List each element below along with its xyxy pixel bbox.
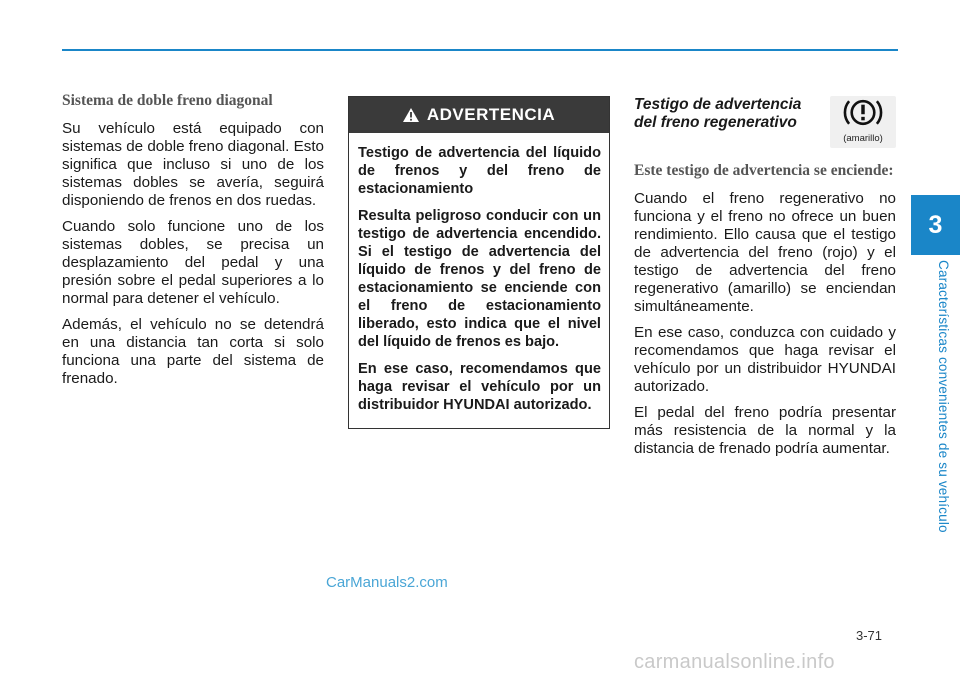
page-number: 3-71 [856,628,883,643]
indicator-icon-box [830,96,896,148]
indicator-title: Testigo de advertencia del freno regenerativo [634,96,802,131]
warning-header-label: ADVERTENCIA [426,105,556,124]
warning-triangle-icon [403,108,419,122]
chapter-title: Características convenientes de su vehículo [936,260,951,533]
warning-box [348,96,610,429]
indicator-header [634,96,896,154]
chapter-tab[interactable] [911,195,960,255]
paragraph: Además, el vehículo no se detendrá en una distancia tan corta si solo funciona una parte del sistema de frenado. [62,316,324,387]
paragraph: Cuando el freno regenerativo no funciona y el freno no ofrece un buen rendimiento. Ello causa que el testigo de advertencia del freno (rojo) y el testigo de advertencia del freno regenerativo (amarillo) se enciendan simultáneamente. [634,190,896,315]
paragraph: En ese caso, conduzca con cuidado y recomendamos que haga revisar el vehículo por un distribuidor HYUNDAI autorizado. [634,324,896,395]
warning-paragraph: Testigo de advertencia del líquido de frenos y del freno de estacionamiento [358,145,601,197]
header-rule [62,49,898,51]
dual-brake-section [62,92,324,396]
regen-brake-section [634,92,896,466]
watermark-carmanualsonline[interactable]: carmanualsonline.info [634,651,835,673]
indicator-caption: (amarillo) [843,133,883,144]
section-subtitle: Este testigo de advertencia se enciende: [634,162,894,179]
warning-header [349,97,609,133]
brake-warning-icon [838,96,888,129]
warning-body [349,133,609,414]
section-title: Sistema de doble freno diagonal [62,92,273,109]
warning-paragraph: Resulta peligroso conducir con un testigo de advertencia encendido. Si el testigo de advertencia del líquido de frenos y del freno de estacionamiento se enciende con el freno de estacionamiento liberado, esto indica que el nivel del líquido de frenos es bajo. [358,208,601,350]
paragraph: Cuando solo funcione uno de los sistemas dobles, se precisa un desplazamiento del pedal y una presión sobre el pedal superiores a lo normal para detener el vehículo. [62,218,324,307]
paragraph: El pedal del freno podría presentar más resistencia de la normal y la distancia de frenado podría aumentar. [634,404,896,457]
chapter-number: 3 [928,210,943,239]
warning-paragraph: En ese caso, recomendamos que haga revisar el vehículo por un distribuidor HYUNDAI autorizado. [358,361,601,413]
paragraph: Su vehículo está equipado con sistemas de doble freno diagonal. Esto significa que incluso si uno de los sistemas dobles se avería, seguirá disponiendo de frenos en dos ruedas. [62,120,324,209]
watermark-carmanuals2[interactable]: CarManuals2.com [326,574,448,591]
